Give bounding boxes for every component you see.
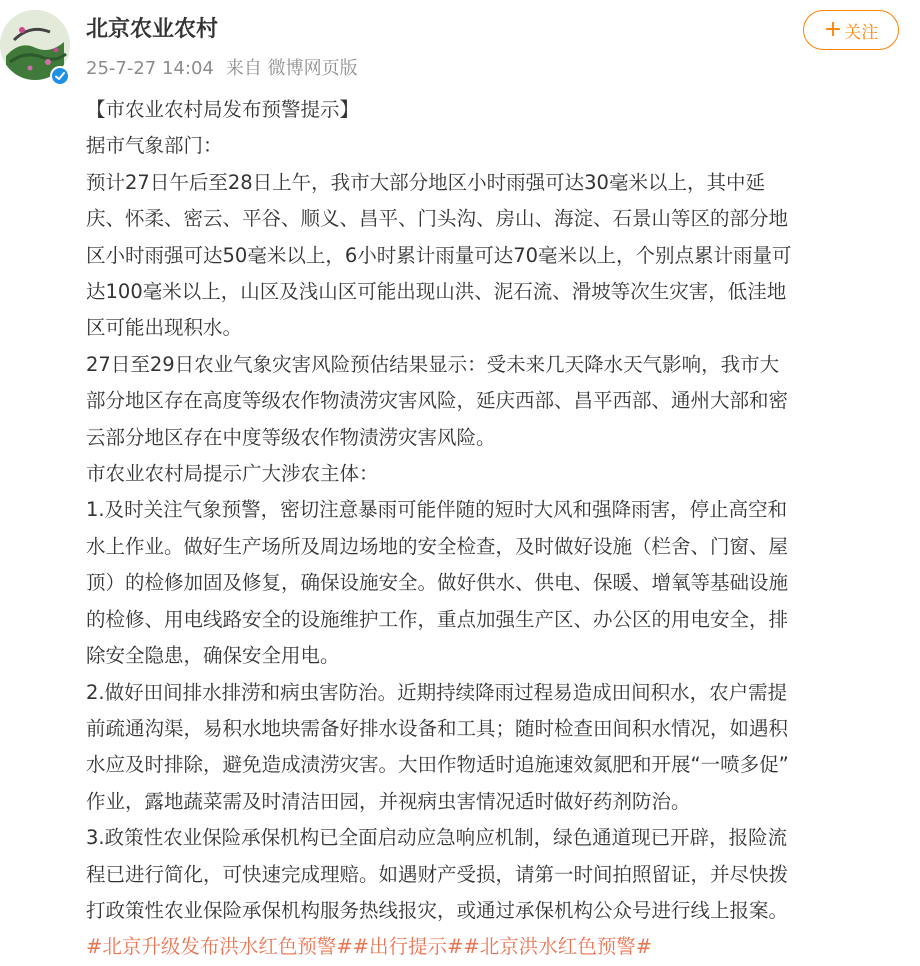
post-text-line: 达100毫米以上，山区及浅山区可能出现山洪、泥石流、滑坡等次生灾害，低洼地 — [86, 280, 787, 304]
post-text-line: 部分地区存在高度等级农作物渍涝灾害风险，延庆西部、昌平西部、通州大部和密 — [86, 389, 789, 413]
post-text-line: 市农业农村局提示广大涉农主体： — [86, 462, 379, 486]
post-topics — [86, 929, 906, 965]
follow-button[interactable] — [803, 10, 899, 50]
post-text-line: 27日至29日农业气象灾害风险预估结果显示：受未来几天降水天气影响，我市大 — [86, 352, 780, 376]
post-text-line: 程已进行简化，可快速完成理赔。如遇财产受损，请第一时间拍照留证，并尽快拨 — [86, 862, 789, 886]
topic-link[interactable]: #北京升级发布洪水红色预警# — [86, 935, 353, 959]
topic-link[interactable]: #出行提示# — [352, 935, 464, 959]
post-text-line: 的检修、用电线路安全的设施维护工作，重点加强生产区、办公区的用电安全，排 — [86, 607, 789, 631]
post-text-line: 区小时雨强可达50毫米以上，6小时累计雨量可达70毫米以上，个别点累计雨量可 — [86, 243, 792, 267]
user-name[interactable]: 北京农业农村 — [86, 17, 219, 42]
post-text-line: 顶）的检修加固及修复，确保设施安全。做好供水、供电、保暖、增氧等基础设施 — [86, 571, 789, 595]
post-source: 来自 微博网页版 — [225, 58, 358, 79]
post-text-line: 水上作业。做好生产场所及周边场地的安全检查，及时做好设施（栏舍、门窗、屋 — [86, 534, 789, 558]
post-text-line: 1.及时关注气象预警，密切注意暴雨可能伴随的短时大风和强降雨害，停止高空和 — [86, 498, 788, 522]
plus-icon: + — [823, 17, 843, 42]
post-text-line: 除安全隐患，确保安全用电。 — [86, 644, 340, 668]
post-text-line: 水应及时排除，避免造成渍涝灾害。大田作物适时追施速效氮肥和开展“一喷多促” — [86, 753, 789, 777]
post-text-line: 打政策性农业保险承保机构服务热线报灾，或通过承保机构公众号进行线上报案。 — [86, 898, 789, 922]
follow-label: 关注 — [844, 22, 879, 43]
post-text-line: 庆、怀柔、密云、平谷、顺义、昌平、门头沟、房山、海淀、石景山等区的部分地 — [86, 207, 789, 231]
post-content — [86, 92, 906, 966]
post-text-line: 作业，露地蔬菜需及时清洁田园，并视病虫害情况适时做好药剂防治。 — [86, 789, 691, 813]
post-text-line: 3.政策性农业保险承保机构已全面启动应急响应机制，绿色通道现已开辟，报险流 — [86, 826, 788, 850]
post-body — [86, 92, 906, 929]
post-text-line: 区可能出现积水。 — [86, 316, 243, 340]
post-meta — [86, 56, 358, 82]
post-text-line: 前疏通沟渠，易积水地块需备好排水设备和工具；随时检查田间积水情况，如遇积 — [86, 716, 789, 740]
verified-badge-icon — [50, 66, 70, 86]
post-text-line: 据市气象部门： — [86, 134, 223, 158]
post-text-line: 预计27日午后至28日上午，我市大部分地区小时雨强可达30毫米以上，其中延 — [86, 170, 765, 194]
post-text-line: 2.做好田间排水排涝和病虫害防治。近期持续降雨过程易造成田间积水，农户需提 — [86, 680, 788, 704]
topic-link[interactable]: #北京洪水红色预警# — [463, 935, 653, 959]
post-text-line: 【市农业农村局发布预警提示】 — [86, 98, 360, 121]
post-time[interactable]: 25-7-27 14:04 — [86, 58, 214, 79]
post-text-line: 云部分地区存在中度等级农作物渍涝灾害风险。 — [86, 425, 496, 449]
